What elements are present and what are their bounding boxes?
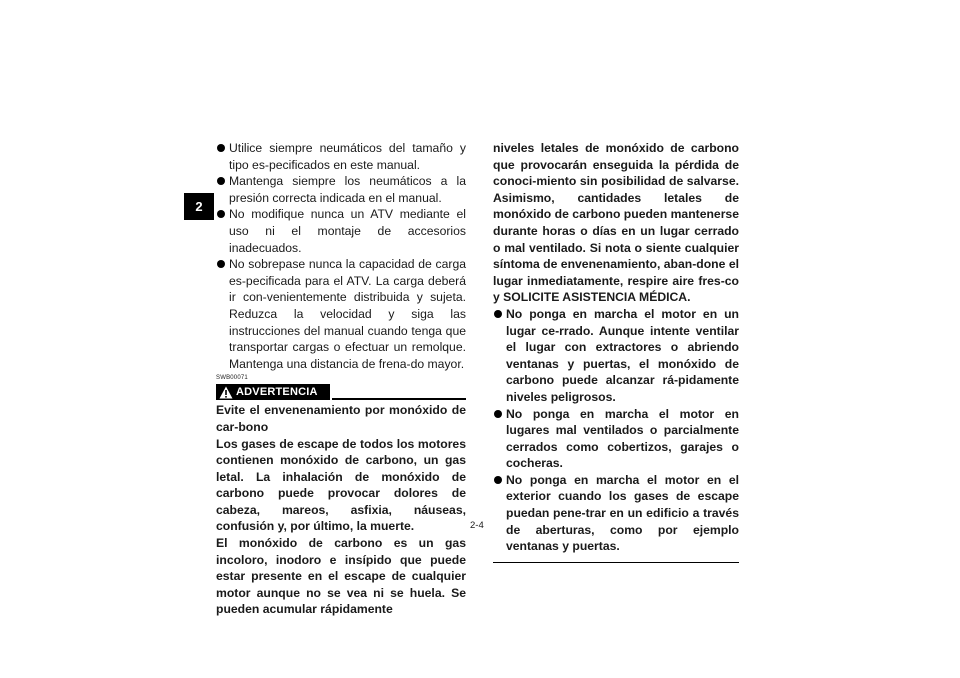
right-column [493,140,739,563]
bullet-icon [493,409,503,419]
warning-end-rule [493,562,739,564]
bullet-icon [493,309,503,319]
list-item-text: No ponga en marcha el motor en lugares mal ventilados o parcialmente cerrados como cobertizos, garajes o cocheras. [506,406,739,471]
list-item [493,306,739,406]
section-tab: 2 [184,193,214,220]
warning-label: ADVERTENCIA [236,386,318,399]
warning-paragraph-continued: niveles letales de monóxido de carbono que provocarán enseguida la pérdida de conoci-miento sin posibilidad de salvarse. Asimismo, cantidades letales de monóxido de carbono pueden mantenerse durante horas o días en un lugar cerrado o mal ventilado. Si nota o siente cualquier síntoma de envenenamiento, aban-done el lugar inmediatamente, respire aire fres-co y SOLICITE ASISTENCIA MÉDICA. [493,141,739,305]
list-item [216,256,466,372]
list-item-text: No ponga en marcha el motor en el exterior cuando los gases de escape puedan pene-trar en un edificio a través de aberturas, como por ejemplo ventanas y puertas. [506,472,739,554]
bullet-icon [216,259,226,269]
warning-title: Evite el envenenamiento por monóxido de car-bono [216,403,466,434]
page-number: 2-4 [470,520,484,531]
list-item [216,206,466,256]
list-item [493,406,739,472]
warning-header-rule [332,398,466,400]
list-item [216,140,466,173]
left-column [216,140,466,618]
list-item [216,173,466,206]
list-item-text: No sobrepase nunca la capacidad de carga es-pecificada para el ATV. La carga deberá ir con-venientemente distribuida y sujeta. Reduzca la velocidad y siga las instrucciones del manual cuando tenga que transportar cargas o efectuar un remolque. Mantenga una distancia de frena-do mayor. [229,257,466,371]
warning-triangle-icon [216,384,236,400]
warning-badge [216,384,330,400]
list-item-text: No ponga en marcha el motor en un lugar ce-rrado. Aunque intente ventilar el lugar con extractores o abriendo ventanas y puertas, el monóxido de carbono puede alcanzar rá-pidamente niveles peligrosos. [506,306,739,404]
bullet-icon [216,176,226,186]
bullet-icon [216,209,226,219]
list-item-text: Mantenga siempre los neumáticos a la presión correcta indicada en el manual. [229,174,466,205]
bullet-icon [493,475,503,485]
list-item-text: Utilice siempre neumáticos del tamaño y tipo es-pecificados en este manual. [229,141,466,172]
list-item [493,472,739,555]
list-item-text: No modifique nunca un ATV mediante el uso ni el montaje de accesorios inadecuados. [229,207,466,255]
bullet-icon [216,143,226,153]
warning-paragraph: Los gases de escape de todos los motores contienen monóxido de carbono, un gas letal. La inhalación de monóxido de carbono puede provocar dolores de cabeza, mareos, asfixia, náuseas, confusión y, por último, la muerte. [216,436,466,534]
warning-paragraph: El monóxido de carbono es un gas incoloro, inodoro e insípido que puede estar presente en el escape de cualquier motor aunque no se vea ni se huela. Se pueden acumular rápidamente [216,536,466,617]
warning-header [216,384,466,402]
warning-code: SWB00071 [216,375,248,382]
